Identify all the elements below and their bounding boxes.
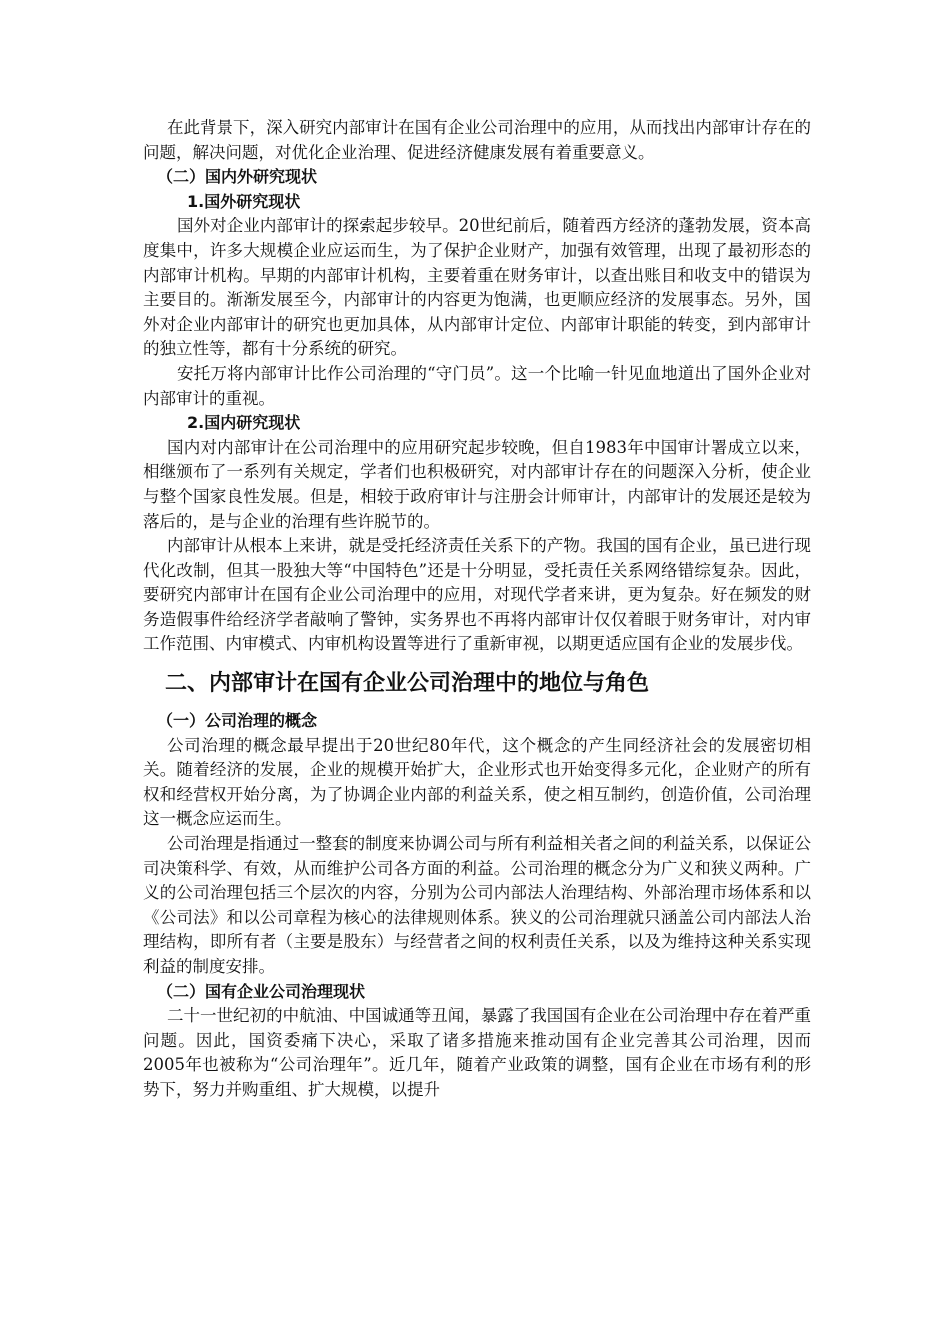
paragraph-soe-governance: 二十一世纪初的中航油、中国诚通等丑闻，暴露了我国国有企业在公司治理中存在着严重问题。因此，国资委痛下决心，采取了诸多措施来推动国有企业完善其公司治理，因而2005年也被称为“公司治理年”。近几年，随着产业政策的调整，国有企业在市场有利的形势下，努力并购重组、扩大规模，以提升	[143, 1006, 811, 1099]
section-heading-research-status: （二）国内外研究现状	[157, 167, 318, 187]
paragraph-fiduciary-relation: 内部审计从根本上来讲，就是受托经济责任关系下的产物。我国的国有企业，虽已进行现代化改制，但其一股独大等“中国特色”还是十分明显，受托责任关系网络错综复杂。因此，要研究内部审计在国有企业公司治理中的应用，对现代学者来讲，更为复杂。好在频发的财务造假事件给经济学者敲响了警钟，实务界也不再将内部审计仅仅着眼于财务审计，对内审工作范围、内审模式、内审机构设置等进行了重新审视，以期更适应国有企业的发展步伐。	[143, 536, 811, 654]
chapter-heading: 二、内部审计在国有企业公司治理中的地位与角色	[165, 671, 650, 697]
section-heading-governance-concept: （一）公司治理的概念	[157, 711, 318, 731]
paragraph-domestic-research: 国内对内部审计在公司治理中的应用研究起步较晚，但自1983年中国审计署成立以来，相继颁布了一系列有关规定，学者们也积极研究，对内部审计存在的问题深入分析，使企业与整个国家良性发展。但是，相较于政府审计与注册会计师审计，内部审计的发展还是较为落后的，是与企业的治理有些许脱节的。	[143, 437, 811, 531]
paragraph-foreign-research: 国外对企业内部审计的探索起步较早。20世纪前后，随着西方经济的蓬勃发展，资本高度集中，许多大规模企业应运而生，为了保护企业财产，加强有效管理，出现了最初形态的内部审计机构。早期的内部审计机构，主要着重在财务审计，以查出账目和收支中的错误为主要目的。渐渐发展至今，内部审计的内容更为饱满，也更顺应经济的发展事态。另外，国外对企业内部审计的研究也更加具体，从内部审计定位、内部审计职能的转变，到内部审计的独立性等，都有十分系统的研究。	[143, 216, 811, 359]
subheading-foreign-research: 1.国外研究现状	[187, 191, 301, 211]
document-page	[143, 116, 811, 1103]
subheading-domestic-research: 2.国内研究现状	[187, 413, 301, 433]
paragraph-governance-origin: 公司治理的概念最早提出于20世纪80年代，这个概念的产生同经济社会的发展密切相关。随着经济的发展，企业的规模开始扩大，企业形式也开始变得多元化，企业财产的所有权和经营权开始分离，为了协调企业内部的利益关系，使之相互制约，创造价值，公司治理这一概念应运而生。	[143, 735, 811, 829]
paragraph-background: 在此背景下，深入研究内部审计在国有企业公司治理中的应用，从而找出内部审计存在的问题，解决问题，对优化企业治理、促进经济健康发展有着重要意义。	[143, 118, 811, 162]
section-heading-soe-governance: （二）国有企业公司治理现状	[157, 981, 366, 1001]
paragraph-antoine-quote: 安托万将内部审计比作公司治理的“守门员”。这一个比喻一针见血地道出了国外企业对内部审计的重视。	[143, 363, 811, 408]
paragraph-governance-definition: 公司治理是指通过一整套的制度来协调公司与所有利益相关者之间的利益关系，以保证公司决策科学、有效，从而维护公司各方面的利益。公司治理的概念分为广义和狭义两种。广义的公司治理包括三个层次的内容，分别为公司内部法人治理结构、外部治理市场体系和以《公司法》和以公司章程为核心的法律规则体系。狭义的公司治理就只涵盖公司内部法人治理结构，即所有者（主要是股东）与经营者之间的权利责任关系，以及为维持这种关系实现利益的制度安排。	[143, 834, 811, 976]
